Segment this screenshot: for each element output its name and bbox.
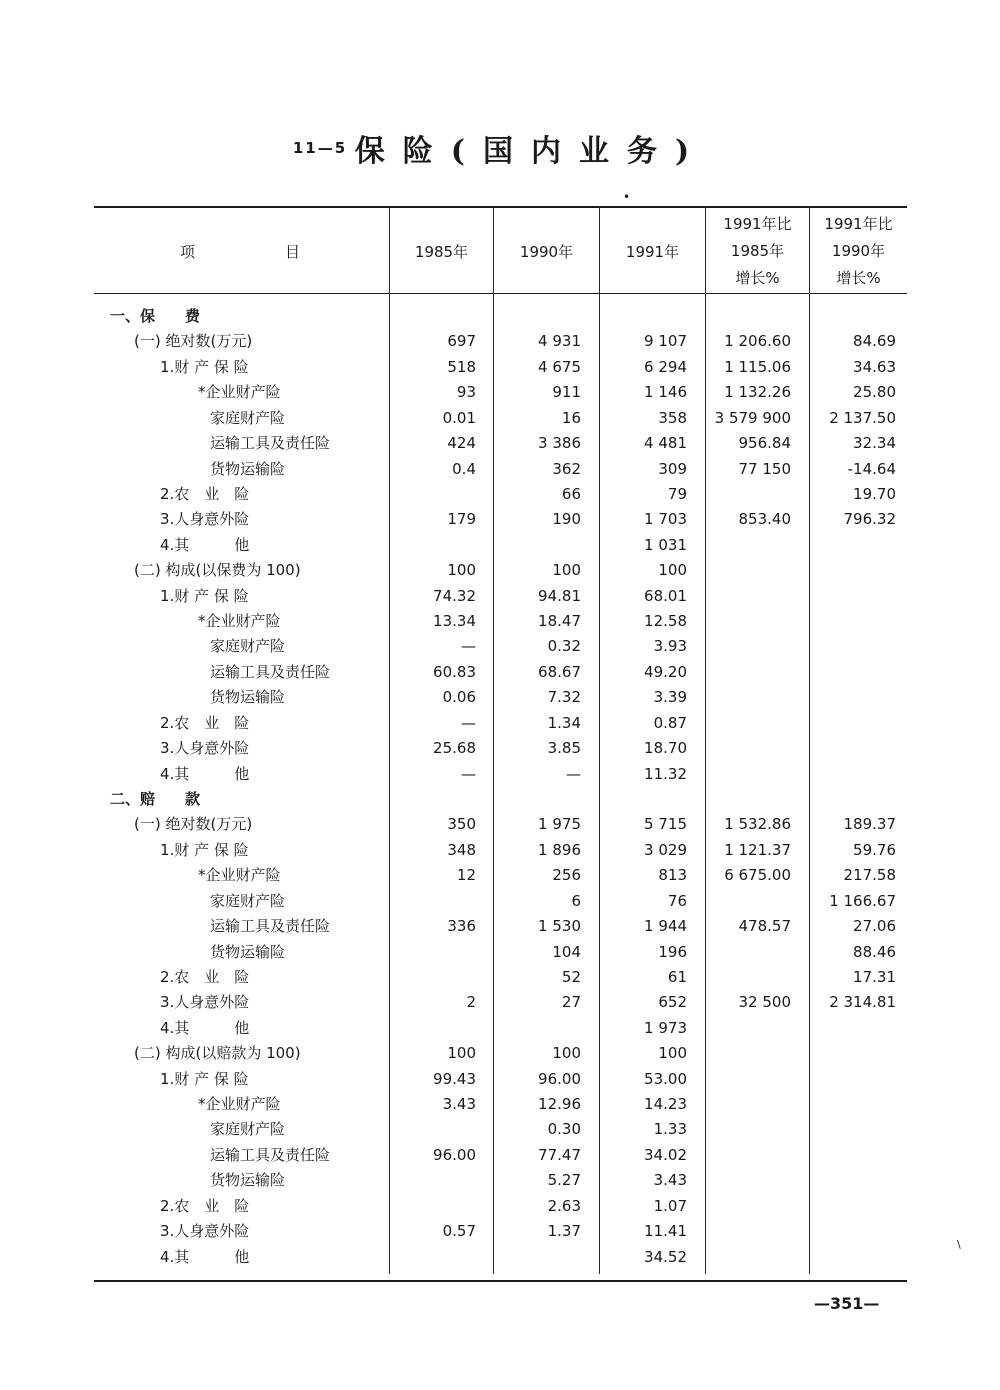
header-1990: 1990年 bbox=[519, 242, 574, 261]
header-rule bbox=[94, 293, 907, 294]
page-number: —351— bbox=[814, 1294, 880, 1313]
value-growth-vs-1985: 6 675.00 bbox=[724, 866, 791, 885]
value-1990: 77.47 bbox=[538, 1145, 581, 1164]
row-label: 4.其 他 bbox=[160, 1018, 250, 1037]
value-growth-vs-1985: 1 532.86 bbox=[724, 815, 791, 834]
table-row bbox=[94, 304, 907, 329]
value-1990: 190 bbox=[552, 510, 581, 529]
value-1991: 358 bbox=[658, 408, 687, 427]
header-cmp-1985-line3: 增长% bbox=[735, 268, 780, 287]
value-1991: 4 481 bbox=[644, 434, 687, 453]
table-row bbox=[94, 1245, 907, 1270]
table-row bbox=[94, 329, 907, 354]
value-1991: 1 973 bbox=[644, 1018, 687, 1037]
header-cmp-1985-line2: 1985年 bbox=[730, 241, 785, 260]
value-1990: 100 bbox=[552, 561, 581, 580]
value-1991: 53.00 bbox=[644, 1069, 687, 1088]
row-label: (一) 绝对数(万元) bbox=[134, 332, 253, 351]
row-label: 4.其 他 bbox=[160, 764, 250, 783]
value-1990: 18.47 bbox=[538, 612, 581, 631]
table-row bbox=[94, 990, 907, 1015]
value-1991: 9 107 bbox=[644, 332, 687, 351]
row-label: 货物运输险 bbox=[210, 1171, 286, 1190]
row-label: 家庭财产险 bbox=[210, 1120, 286, 1139]
table-title-text: 保险(国内业务) bbox=[354, 134, 708, 169]
row-label: 1.财 产 保 险 bbox=[160, 357, 249, 376]
header-item: 项 目 bbox=[179, 242, 300, 261]
table-row bbox=[94, 660, 907, 685]
row-label: 货物运输险 bbox=[210, 942, 286, 961]
value-1991: 12.58 bbox=[644, 612, 687, 631]
stray-mark: \ bbox=[957, 1238, 961, 1251]
stray-dot: • bbox=[623, 190, 631, 204]
value-1985: 60.83 bbox=[433, 662, 476, 681]
table-row bbox=[94, 863, 907, 888]
value-growth-vs-1990: 2 314.81 bbox=[829, 993, 896, 1012]
row-label: 4.其 他 bbox=[160, 535, 250, 554]
value-1991: 3.93 bbox=[653, 637, 687, 656]
row-label: 家庭财产险 bbox=[210, 637, 286, 656]
value-1991: 0.87 bbox=[653, 713, 687, 732]
value-1990: — bbox=[566, 764, 581, 783]
value-1985: — bbox=[461, 637, 476, 656]
header-cmp-1990 bbox=[810, 209, 907, 293]
row-label: 1.财 产 保 险 bbox=[160, 840, 249, 859]
value-1985: 0.06 bbox=[442, 688, 476, 707]
value-growth-vs-1985: 853.40 bbox=[738, 510, 791, 529]
table-row bbox=[94, 838, 907, 863]
table-row bbox=[94, 1016, 907, 1041]
value-1991: 5 715 bbox=[644, 815, 687, 834]
table-row bbox=[94, 355, 907, 380]
value-growth-vs-1990: 32.34 bbox=[853, 434, 896, 453]
value-growth-vs-1990: 17.31 bbox=[853, 967, 896, 986]
row-label: 2.农 业 险 bbox=[160, 967, 250, 986]
value-growth-vs-1985: 1 121.37 bbox=[724, 840, 791, 859]
value-1990: 1.37 bbox=[547, 1222, 581, 1241]
value-1990: 3.85 bbox=[547, 739, 581, 758]
value-growth-vs-1990: 34.63 bbox=[853, 357, 896, 376]
value-1991: 3 029 bbox=[644, 840, 687, 859]
row-label: (一) 绝对数(万元) bbox=[134, 815, 253, 834]
value-1990: 4 931 bbox=[538, 332, 581, 351]
value-1990: 12.96 bbox=[538, 1095, 581, 1114]
value-1985: 99.43 bbox=[433, 1069, 476, 1088]
value-1985: 348 bbox=[447, 840, 476, 859]
value-1990: 94.81 bbox=[538, 586, 581, 605]
value-1991: 1 146 bbox=[644, 383, 687, 402]
value-growth-vs-1985: 1 115.06 bbox=[724, 357, 791, 376]
table-row bbox=[94, 1143, 907, 1168]
row-label: 运输工具及责任险 bbox=[210, 1145, 331, 1164]
header-cmp-1990-line3: 增长% bbox=[836, 268, 881, 287]
value-1991: 813 bbox=[658, 866, 687, 885]
value-growth-vs-1990: 59.76 bbox=[853, 840, 896, 859]
value-1985: 179 bbox=[447, 510, 476, 529]
value-1991: 68.01 bbox=[644, 586, 687, 605]
row-label: 1.财 产 保 险 bbox=[160, 586, 249, 605]
table-row bbox=[94, 787, 907, 812]
row-label: (二) 构成(以保费为 100) bbox=[134, 561, 301, 580]
table-row bbox=[94, 431, 907, 456]
value-growth-vs-1990: -14.64 bbox=[847, 459, 896, 478]
value-1991: 309 bbox=[658, 459, 687, 478]
value-1991: 1.07 bbox=[653, 1196, 687, 1215]
table-title bbox=[0, 126, 1000, 170]
top-rule bbox=[94, 206, 907, 208]
value-growth-vs-1990: 27.06 bbox=[853, 917, 896, 936]
value-1990: 4 675 bbox=[538, 357, 581, 376]
table-number: 11—5 bbox=[292, 139, 348, 157]
header-cmp-1985 bbox=[706, 209, 809, 293]
row-label: 运输工具及责任险 bbox=[210, 434, 331, 453]
table-row bbox=[94, 965, 907, 990]
table-row bbox=[94, 1168, 907, 1193]
row-label: 4.其 他 bbox=[160, 1247, 250, 1266]
value-growth-vs-1985: 1 132.26 bbox=[724, 383, 791, 402]
value-1991: 1 031 bbox=[644, 535, 687, 554]
value-1990: 27 bbox=[561, 993, 581, 1012]
row-label: 3.人身意外险 bbox=[160, 739, 250, 758]
value-1991: 100 bbox=[658, 1044, 687, 1063]
table-row bbox=[94, 1219, 907, 1244]
value-1985: — bbox=[461, 713, 476, 732]
value-1985: 697 bbox=[447, 332, 476, 351]
value-growth-vs-1990: 25.80 bbox=[853, 383, 896, 402]
value-1990: 1 975 bbox=[538, 815, 581, 834]
value-growth-vs-1985: 32 500 bbox=[738, 993, 791, 1012]
value-1990: 1 530 bbox=[538, 917, 581, 936]
row-label: *企业财产险 bbox=[198, 612, 281, 631]
value-1990: 6 bbox=[571, 891, 581, 910]
value-1985: — bbox=[461, 764, 476, 783]
row-label: 运输工具及责任险 bbox=[210, 917, 331, 936]
value-1991: 79 bbox=[667, 484, 687, 503]
table-row bbox=[94, 1194, 907, 1219]
row-label: (二) 构成(以赔款为 100) bbox=[134, 1044, 301, 1063]
value-1991: 76 bbox=[667, 891, 687, 910]
value-growth-vs-1990: 84.69 bbox=[853, 332, 896, 351]
value-growth-vs-1985: 478.57 bbox=[738, 917, 791, 936]
row-label: 2.农 业 险 bbox=[160, 484, 250, 503]
row-label: 一、保 费 bbox=[110, 307, 201, 325]
value-1991: 18.70 bbox=[644, 739, 687, 758]
value-growth-vs-1990: 1 166.67 bbox=[829, 891, 896, 910]
row-label: 货物运输险 bbox=[210, 688, 286, 707]
value-1985: 96.00 bbox=[433, 1145, 476, 1164]
value-1990: 911 bbox=[552, 383, 581, 402]
table-row bbox=[94, 533, 907, 558]
value-1990: 7.32 bbox=[547, 688, 581, 707]
value-1991: 14.23 bbox=[644, 1095, 687, 1114]
value-1991: 1.33 bbox=[653, 1120, 687, 1139]
value-1990: 5.27 bbox=[547, 1171, 581, 1190]
value-1991: 100 bbox=[658, 561, 687, 580]
row-label: *企业财产险 bbox=[198, 866, 281, 885]
value-1991: 34.02 bbox=[644, 1145, 687, 1164]
table-row bbox=[94, 736, 907, 761]
header-1991: 1991年 bbox=[625, 242, 680, 261]
value-1990: 362 bbox=[552, 459, 581, 478]
row-label: 3.人身意外险 bbox=[160, 1222, 250, 1241]
table-row bbox=[94, 634, 907, 659]
value-growth-vs-1985: 77 150 bbox=[738, 459, 791, 478]
table-row bbox=[94, 1067, 907, 1092]
table-row bbox=[94, 812, 907, 837]
value-growth-vs-1990: 2 137.50 bbox=[829, 408, 896, 427]
value-1990: 104 bbox=[552, 942, 581, 961]
value-growth-vs-1990: 19.70 bbox=[853, 484, 896, 503]
value-1985: 0.01 bbox=[442, 408, 476, 427]
value-1990: 0.32 bbox=[547, 637, 581, 656]
row-label: 2.农 业 险 bbox=[160, 1196, 250, 1215]
row-label: 二、赔 款 bbox=[110, 789, 201, 808]
table-row bbox=[94, 914, 907, 939]
row-label: 2.农 业 险 bbox=[160, 713, 250, 732]
table-row bbox=[94, 940, 907, 965]
value-1991: 34.52 bbox=[644, 1247, 687, 1266]
value-1991: 652 bbox=[658, 993, 687, 1012]
row-label: 1.财 产 保 险 bbox=[160, 1069, 249, 1088]
value-1991: 3.39 bbox=[653, 688, 687, 707]
value-1991: 196 bbox=[658, 942, 687, 961]
value-1990: 66 bbox=[561, 484, 581, 503]
table-row bbox=[94, 584, 907, 609]
value-1990: 16 bbox=[561, 408, 581, 427]
value-1991: 61 bbox=[667, 967, 687, 986]
value-1985: 100 bbox=[447, 1044, 476, 1063]
value-growth-vs-1985: 1 206.60 bbox=[724, 332, 791, 351]
value-1990: 3 386 bbox=[538, 434, 581, 453]
value-1985: 74.32 bbox=[433, 586, 476, 605]
row-label: 家庭财产险 bbox=[210, 408, 286, 427]
table-row bbox=[94, 1117, 907, 1142]
row-label: 3.人身意外险 bbox=[160, 510, 250, 529]
table-row bbox=[94, 685, 907, 710]
table-row bbox=[94, 711, 907, 736]
value-1985: 13.34 bbox=[433, 612, 476, 631]
value-1985: 424 bbox=[447, 434, 476, 453]
value-1991: 1 703 bbox=[644, 510, 687, 529]
value-1991: 11.32 bbox=[644, 764, 687, 783]
value-1985: 100 bbox=[447, 561, 476, 580]
value-1990: 0.30 bbox=[547, 1120, 581, 1139]
value-1985: 25.68 bbox=[433, 739, 476, 758]
value-1991: 49.20 bbox=[644, 662, 687, 681]
header-cmp-1990-line1: 1991年比 bbox=[824, 214, 893, 233]
table-row bbox=[94, 609, 907, 634]
table-row bbox=[94, 762, 907, 787]
value-1985: 2 bbox=[466, 993, 476, 1012]
table-row bbox=[94, 558, 907, 583]
value-growth-vs-1990: 217.58 bbox=[843, 866, 896, 885]
value-1985: 518 bbox=[447, 357, 476, 376]
value-1990: 1 896 bbox=[538, 840, 581, 859]
value-1990: 1.34 bbox=[547, 713, 581, 732]
header-cmp-1990-line2: 1990年 bbox=[831, 241, 886, 260]
value-1991: 11.41 bbox=[644, 1222, 687, 1241]
row-label: *企业财产险 bbox=[198, 383, 281, 402]
table-row bbox=[94, 507, 907, 532]
value-1990: 68.67 bbox=[538, 662, 581, 681]
header-1985: 1985年 bbox=[414, 242, 469, 261]
row-label: 3.人身意外险 bbox=[160, 993, 250, 1012]
table-row bbox=[94, 482, 907, 507]
value-growth-vs-1990: 796.32 bbox=[843, 510, 896, 529]
value-1990: 256 bbox=[552, 866, 581, 885]
value-growth-vs-1990: 189.37 bbox=[843, 815, 896, 834]
value-1985: 12 bbox=[456, 866, 476, 885]
value-1990: 96.00 bbox=[538, 1069, 581, 1088]
value-growth-vs-1985: 956.84 bbox=[738, 434, 791, 453]
value-1985: 93 bbox=[456, 383, 476, 402]
value-1991: 6 294 bbox=[644, 357, 687, 376]
value-1985: 0.4 bbox=[452, 459, 476, 478]
bottom-rule bbox=[94, 1280, 907, 1282]
table-row bbox=[94, 457, 907, 482]
value-growth-vs-1990: 88.46 bbox=[853, 942, 896, 961]
table-row bbox=[94, 380, 907, 405]
value-1991: 3.43 bbox=[653, 1171, 687, 1190]
header-cmp-1985-line1: 1991年比 bbox=[723, 214, 792, 233]
row-label: 货物运输险 bbox=[210, 459, 286, 478]
row-label: *企业财产险 bbox=[198, 1095, 281, 1114]
table-row bbox=[94, 406, 907, 431]
value-1985: 3.43 bbox=[442, 1095, 476, 1114]
value-1990: 52 bbox=[561, 967, 581, 986]
value-1985: 0.57 bbox=[442, 1222, 476, 1241]
value-1990: 100 bbox=[552, 1044, 581, 1063]
row-label: 运输工具及责任险 bbox=[210, 662, 331, 681]
value-growth-vs-1985: 3 579 900 bbox=[714, 408, 791, 427]
value-1985: 350 bbox=[447, 815, 476, 834]
table-row bbox=[94, 1041, 907, 1066]
table-row bbox=[94, 1092, 907, 1117]
table-row bbox=[94, 889, 907, 914]
value-1991: 1 944 bbox=[644, 917, 687, 936]
value-1990: 2.63 bbox=[547, 1196, 581, 1215]
value-1985: 336 bbox=[447, 917, 476, 936]
row-label: 家庭财产险 bbox=[210, 891, 286, 910]
